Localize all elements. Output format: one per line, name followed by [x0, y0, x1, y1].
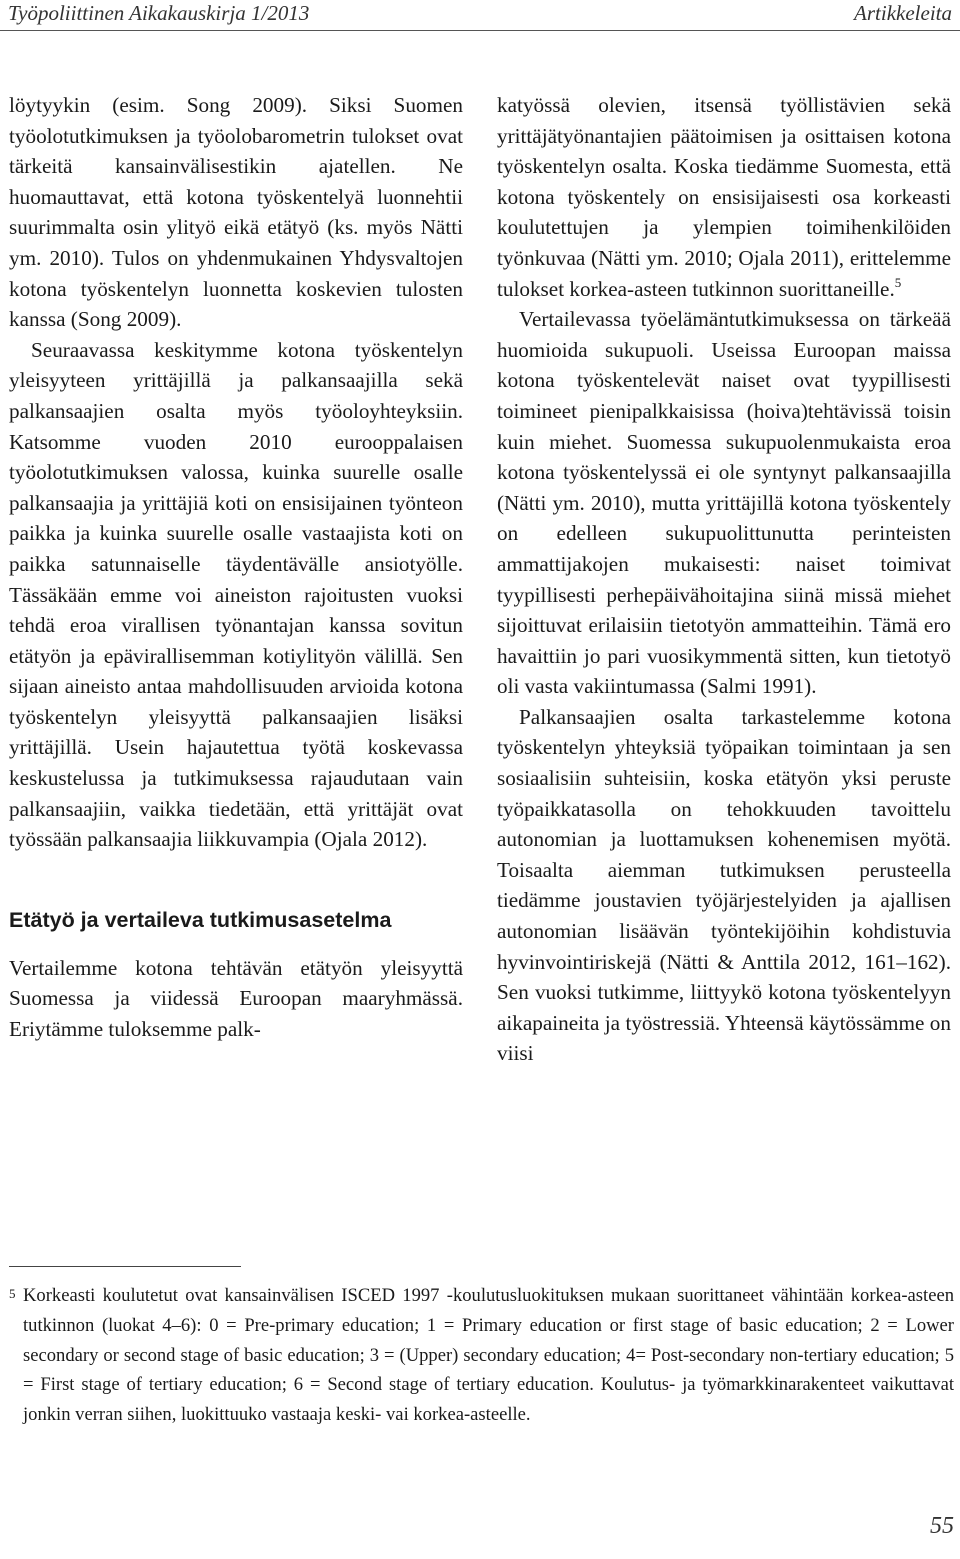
journal-title: Työpoliittinen Aikakauskirja 1/2013	[8, 1, 310, 25]
right-paragraph-1	[497, 90, 951, 304]
header-rule	[0, 30, 960, 31]
left-column	[9, 90, 463, 1045]
page-number: 55	[930, 1513, 954, 1539]
footnote	[9, 1281, 954, 1430]
right-paragraph-1-text: katyössä olevien, itsensä työllistävien sekä yrittäjätyönantajien päätoimisen ja osittaisen kotona työskentelyn osalta. Koska tiedämme Suomesta, että kotona työskentely on ensisijaisesti osa korkeasti koulutettujen ja ylempien toimihenkilöiden työnkuvaa (Nätti ym. 2010; Ojala 2011), erittelemme tulokset korkea-asteen tutkinnon suorittaneille.	[497, 93, 951, 301]
footnote-text: Korkeasti koulutetut ovat kansainvälisen ISCED 1997 -koulutusluokituksen mukaan suorittaneet vähintään korkea-asteen tutkinnon (luokat 4–6): 0 = Pre-primary education; 1 = Primary education or first stage of basic education; 2 = Lower secondary or second stage of basic education; 3 = (Upper) secondary education; 4= Post-secondary non-tertiary education; 5 = First stage of tertiary education; 6 = Second stage of tertiary education. Koulutus- ja työmarkkinarakenteet vaikuttavat jonkin verran siihen, luokittuuko vastaaja keski- vai korkea-asteelle.	[23, 1285, 954, 1426]
right-column	[497, 90, 951, 1069]
footnote-mark: 5	[9, 1286, 16, 1301]
section-heading: Etätyö ja vertaileva tutkimusasetelma	[9, 907, 392, 932]
left-paragraph-1: löytyykin (esim. Song 2009). Siksi Suomen työolotutkimuksen ja työolobarometrin tulokset ovat tärkeitä kansainvälisestikin ajatellen. Ne huomauttavat, että kotona työskentelyä luonnehtii suurimmalta osin ylityö eikä etätyö (ks. myös Nätti ym. 2010). Tulos on yhdenmukainen Yhdysvaltojen kotona työskentelyn luonnetta koskevien tulosten kanssa (Song 2009).	[9, 93, 463, 332]
section-label: Artikkeleita	[854, 1, 952, 25]
right-paragraph-2: Vertailevassa työelämäntutkimuksessa on tärkeää huomioida sukupuoli. Useissa Euroopan maissa kotona työskentelevät naiset ovat tyypillisesti toimineet pienipalkkaisissa (hoiva)tehtävissä toisin kuin miehet. Suomessa sukupuolenmukaista eroa kotona työskentelyssä ei ole syntynyt palkansaajilla (Nätti ym. 2010), mutta yrittäjillä kotona työskentely on edelleen sukupuolittunutta perinteisten ammattijakojen mukaisesti: naiset toimivat tyypillisesti perhepäivähoitajina siinä missä miehet sijoittuvat erilaisiin tietotyön ammatteihin. Tämä ero havaittiin jo pari vuosikymmentä sitten, kun tietotyö oli vasta vakiintumassa (Salmi 1991).	[497, 307, 951, 699]
footnote-rule	[9, 1266, 241, 1267]
footnote-reference: 5	[894, 274, 902, 290]
left-paragraph-2: Seuraavassa keskitymme kotona työskentelyn yleisyyteen yrittäjillä ja palkansaajilla sekä palkansaajien osalta myös työoloyhteyksiin. Katsomme vuoden 2010 eurooppalaisen työolotutkimuksen valossa, kuinka suurelle osalle palkansaajia ja yrittäjiä koti on ensisijainen työnteon paikka ja kuinka suurelle osalle vastaajista koti on paikka satunnaiselle täydentävälle ansiotyölle. Tässäkään emme voi aineiston rajoitusten vuoksi tehdä eroa virallisen työnantajan kanssa sovitun etätyön ja epävirallisemman kotiylityön välillä. Sen sijaan aineisto antaa mahdollisuuden arvioida kotona työskentelyn yleisyyttä palkansaajien lisäksi yrittäjillä. Usein hajautettua työtä koskevassa keskustelussa ja tutkimuksessa rajaudutaan vain palkansaajiin, vaikka tiedetään, että yrittäjät ovat työssään palkansaajia liikkuvampia (Ojala 2012).	[9, 337, 463, 852]
running-head	[8, 0, 952, 26]
left-paragraph-3: Vertailemme kotona tehtävän etätyön yleisyyttä Suomessa ja viidessä Euroopan maaryhmässä. Eriytämme tuloksemme palk-	[9, 955, 463, 1042]
right-paragraph-3: Palkansaajien osalta tarkastelemme kotona työskentelyn yhteyksiä työpaikan toimintaan ja sen sosiaalisiin suhteisiin, koska etätyön yksi peruste työpaikkatasolla on tehokkuuden tavoittelu autonomian ja luottamuksen kohenemisen myötä. Toisaalta aiemman tutkimuksen perusteella tiedämme joustavien työjärjestelyiden ja ajallisen autonomian lisäävän työntekijöihin kohdistuvia hyvinvointiriskejä (Nätti & Anttila 2012, 161–162). Sen vuoksi tutkimme, liittyykö kotona työskentelyyn aikapaineita ja työstressiä. Yhteensä käytössämme on viisi	[497, 704, 951, 1066]
